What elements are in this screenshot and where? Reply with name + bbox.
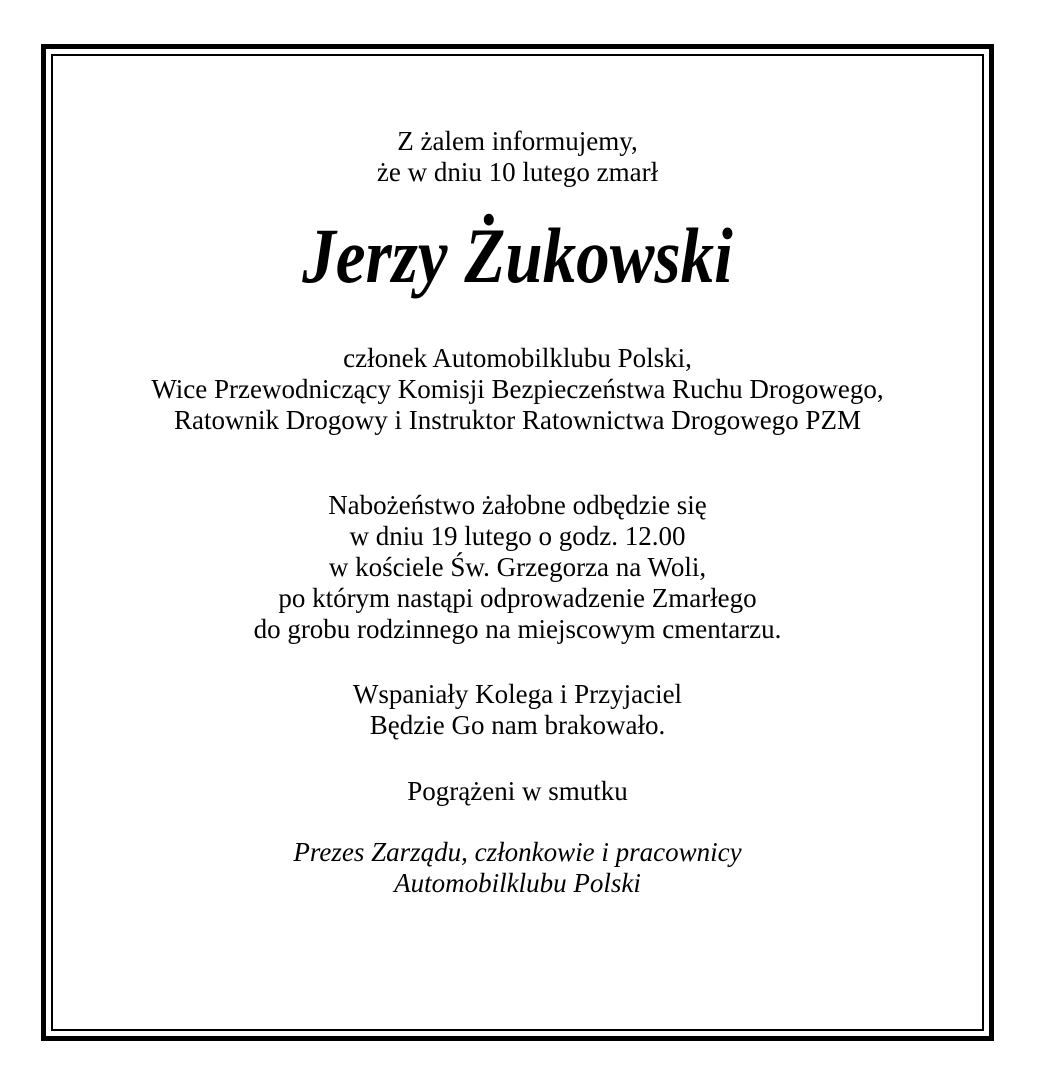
service-line-3: w kościele Św. Grzegorza na Woli,: [328, 552, 707, 582]
signature-block: [51, 837, 984, 899]
title-line-2: Wice Przewodniczący Komisji Bezpieczeństwa Ruchu Drogowego,: [151, 374, 884, 404]
intro-line-1: Z żalem informujemy,: [397, 126, 638, 156]
mourning-block: [51, 776, 984, 807]
service-line-4: po którym nastąpi odprowadzenie Zmarłego: [278, 583, 757, 613]
title-line-1: członek Automobilklubu Polski,: [343, 343, 692, 373]
title-line-3: Ratownik Drogowy i Instruktor Ratownictwa Drogowego PZM: [174, 405, 861, 435]
service-line-2: w dniu 19 lutego o godz. 12.00: [349, 521, 686, 551]
titles-block: [51, 343, 984, 436]
tribute-block: [51, 679, 984, 741]
intro-block: [51, 126, 984, 188]
intro-line-2: że w dniu 10 lutego zmarł: [376, 157, 659, 187]
deceased-name: Jerzy Żukowski: [302, 212, 733, 299]
service-block: [51, 490, 984, 645]
signature-line-1: Prezes Zarządu, członkowie i pracownicy: [293, 837, 742, 867]
signature-line-2: Automobilklubu Polski: [394, 868, 641, 898]
service-line-1: Nabożeństwo żałobne odbędzie się: [328, 490, 707, 520]
mourning-line: Pogrążeni w smutku: [407, 776, 628, 806]
tribute-line-2: Będzie Go nam brakowało.: [369, 710, 666, 740]
service-line-5: do grobu rodzinnego na miejscowym cmentarzu.: [253, 614, 782, 644]
tribute-line-1: Wspaniały Kolega i Przyjaciel: [352, 679, 683, 709]
obituary-notice: [51, 54, 984, 899]
